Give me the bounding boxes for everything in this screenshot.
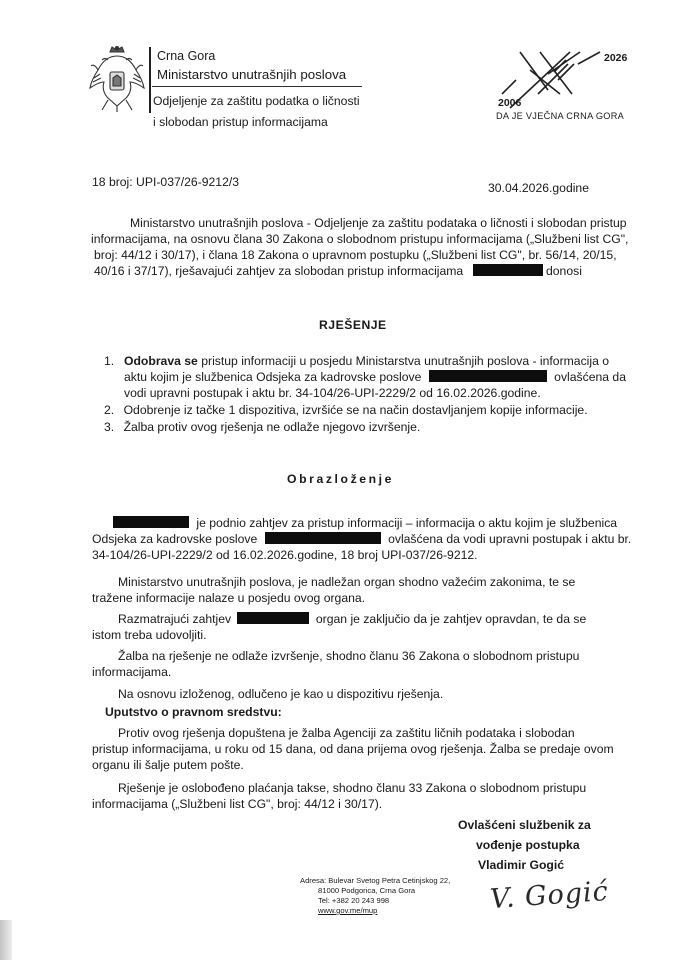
redaction-bar <box>237 612 309 624</box>
reasoning-line: informacijama („Službeni list CG", broj: 44/12 i 30/17). <box>92 797 383 811</box>
reasoning-line: istom treba udovoljiti. <box>92 628 207 642</box>
legal-remedy-title: Uputstvo o pravnom sredstvu: <box>105 705 282 719</box>
header-department-line1: Odjeljenje za zaštitu podatka o ličnosti <box>153 94 360 108</box>
reasoning-line: Protiv ovog rješenja dopuštena je žalba Agenciji za zaštitu ličnih podataka i slobodan <box>118 726 575 740</box>
reasoning-line: tražene informacije nalaze u posjedu ovog organa. <box>92 591 366 605</box>
anniversary-caption: DA JE VJEČNA CRNA GORA <box>496 111 625 121</box>
coat-of-arms-logo <box>88 44 146 114</box>
header-country: Crna Gora <box>157 49 216 63</box>
header-underline <box>152 86 362 87</box>
signature-title-line1: Ovlašćeni službenik za <box>458 818 591 832</box>
redaction-bar <box>113 516 189 528</box>
footer-phone: Tel: +382 20 243 998 <box>318 896 390 905</box>
redaction-bar <box>429 370 547 382</box>
decision-item-line <box>124 354 609 370</box>
decision-item <box>104 420 420 436</box>
scan-edge <box>0 920 12 960</box>
footer-address-line1: Adresa: Bulevar Svetog Petra Cetinjskog 22, <box>300 876 451 885</box>
reasoning-title: Obrazloženje <box>287 472 395 486</box>
intro-text-end: donosi <box>546 264 582 278</box>
decision-item <box>104 403 588 419</box>
handwritten-signature <box>489 876 610 915</box>
signature-title-line2: vođenje postupka <box>476 838 580 852</box>
reasoning-line <box>92 532 631 548</box>
decision-item-text: Žalba protiv ovog rješenja ne odlaže njegovo izvršenje. <box>123 420 421 434</box>
redaction-bar <box>473 264 543 276</box>
reasoning-line: Na osnovu izloženog, odlučeno je kao u dispozitivu rješenja. <box>118 687 444 701</box>
header-department-line2: i slobodan pristup informacijama <box>153 115 328 129</box>
intro-line <box>94 264 582 280</box>
decision-item-text: ovlašćena da <box>554 370 626 384</box>
reasoning-line: 34-104/26-UPI-2229/2 od 16.02.2026.godine, 18 broj UPI-037/26-9212. <box>92 548 478 562</box>
document-number: 18 broj: UPI-037/26-9212/3 <box>92 175 240 189</box>
anniversary-year-start: 2006 <box>498 97 522 109</box>
reasoning-line: organu ili šalje putem pošte. <box>92 758 244 772</box>
decision-item-number: 3. <box>104 420 115 434</box>
reasoning-text: je podnio zahtjev za pristup informaciji – informacija o aktu kojim je službenica <box>196 516 618 530</box>
document-date: 30.04.2026.godine <box>488 181 589 195</box>
decision-item-text: pristup informaciji u posjedu Ministarstva unutrašnjih poslova - informacija o <box>197 354 610 368</box>
footer-website[interactable]: www.gov.me/mup <box>318 906 378 915</box>
intro-line: informacijama, na osnovu člana 30 Zakona o slobodnom pristupu informacijama („Službeni list CG", <box>91 232 629 246</box>
signatory-name: Vladimir Gogić <box>478 858 565 872</box>
anniversary-year-end: 2026 <box>604 52 628 64</box>
reasoning-line: Žalba na rješenje ne odlaže izvršenje, shodno članu 36 Zakona o slobodnom pristupu <box>118 649 580 663</box>
decision-item-line <box>124 370 626 386</box>
decision-title: RJEŠENJE <box>319 318 387 332</box>
intro-line: Ministarstvo unutrašnjih poslova - Odjeljenje za zaštitu podataka o ličnosti i slobodan pristup <box>130 216 627 230</box>
intro-line: broj: 44/12 i 30/17), i člana 18 Zakona o upravnom postupku („Službeni list CG", br. 56/14, 20/15, <box>94 248 617 262</box>
intro-text: 40/16 i 37/17), rješavajući zahtjev za slobodan pristup informacijama <box>94 264 464 278</box>
header-ministry: Ministarstvo unutrašnjih poslova <box>157 67 347 82</box>
decision-item-bold: Odobrava se <box>124 354 198 368</box>
reasoning-line: Ministarstvo unutrašnjih poslova, je nadležan organ shodno važećim zakonima, te se <box>118 575 576 589</box>
decision-item-number: 2. <box>104 403 115 417</box>
signature-text: V. Gogić <box>489 875 610 916</box>
decision-item-number: 1. <box>104 354 115 368</box>
reasoning-line: informacijama. <box>92 665 172 679</box>
anniversary-logo <box>490 50 650 130</box>
decision-item-text: aktu kojim je službenica Odsjeka za kadrovske poslove <box>124 370 422 384</box>
reasoning-text: ovlašćena da vodi upravni postupak i aktu br. <box>388 532 632 546</box>
reasoning-line: pristup informacijama, u roku od 15 dana, od dana prijema ovog rješenja. Žalba se predaje ovom <box>92 742 614 756</box>
decision-item-line: vodi upravni postupak i aktu br. 34-104/26-UPI-2229/2 od 16.02.2026.godine. <box>124 386 541 400</box>
footer-address-line2: 81000 Podgorica, Crna Gora <box>318 886 416 895</box>
reasoning-line: Rješenje je oslobođeno plaćanja takse, shodno članu 33 Zakona o slobodnom pristupu <box>118 781 587 795</box>
header-divider <box>149 47 151 113</box>
reasoning-text: organ je zaključio da je zahtjev opravdan, te da se <box>315 612 587 626</box>
reasoning-line <box>118 612 586 628</box>
reasoning-text: Razmatrajući zahtjev <box>118 612 232 626</box>
reasoning-line <box>113 516 617 532</box>
reasoning-text: Odsjeka za kadrovske poslove <box>92 532 258 546</box>
redaction-bar <box>265 532 381 544</box>
decision-item-text: Odobrenje iz tačke 1 dispozitiva, izvršiće se na način dostavljanjem kopije informacije. <box>123 403 588 417</box>
decision-item <box>104 354 644 404</box>
